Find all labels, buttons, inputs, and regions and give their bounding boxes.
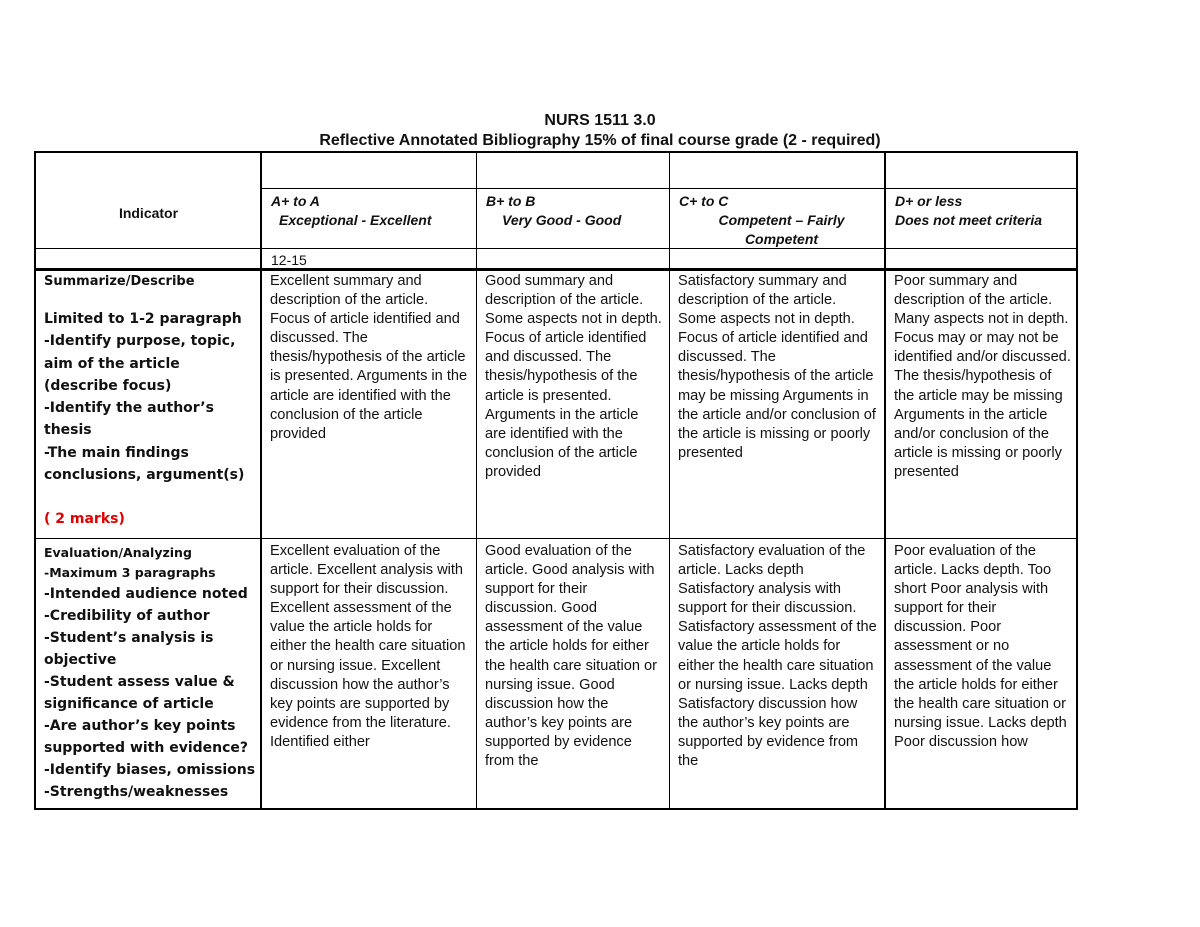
grade-description: Exceptional - Excellent — [279, 212, 432, 228]
grade-header-c — [670, 189, 884, 248]
summarize-cell-a: Excellent summary and description of the article. Focus of article identified and discussed. The thesis/hypothesis of the article is presented. Arguments in the article are identified with the conclusion of the article provided — [270, 273, 468, 442]
grade-range-d — [886, 249, 1076, 268]
grade-range-a: 12-15 — [271, 252, 307, 268]
criterion-heading: Evaluation/Analyzing — [44, 545, 192, 560]
summarize-cell-b: Good summary and description of the article. Some aspects not in depth. Focus of article identified and discussed. The thesis/hypothesis of the article is presented. Arguments in the article are identified with the conclusion of the article provided — [485, 273, 662, 480]
grade-label: A+ to A — [271, 193, 320, 209]
grade-label: B+ to B — [486, 193, 536, 209]
criterion-marks: ( 2 marks) — [44, 511, 125, 528]
grade-header-d — [886, 189, 1076, 248]
criterion-item: -Intended audience noted — [44, 586, 248, 602]
grade-label: D+ or less — [895, 193, 963, 209]
grade-header-b — [477, 189, 669, 248]
evaluation-cell-b: Good evaluation of the article. Good analysis with support for their discussion. Good assessment of the value the article holds for either the health care situation or nursing issue. Good discussion how the author’s key points are supported by evidence from the — [485, 543, 657, 770]
grade-label: C+ to C — [679, 193, 729, 209]
spacer — [44, 292, 256, 308]
criterion-item: -Student’s analysis is objective — [44, 630, 214, 668]
criterion-summarize — [36, 271, 260, 538]
grade-description: Does not meet criteria — [895, 212, 1043, 228]
summarize-cell-d: Poor summary and description of the article. Many aspects not in depth. Focus may or may not be identified and/or discussed. The thesis/hypothesis of the article may be missing Arguments in the article and/or conclusion of the article is missing or poorly presented — [894, 273, 1071, 480]
criterion-item: -Strengths/weaknesses — [44, 784, 229, 800]
criterion-item: -Credibility of author — [44, 608, 210, 624]
course-code: NURS 1511 3.0 — [544, 112, 656, 129]
rubric-table — [34, 151, 1078, 810]
grade-range-b — [477, 249, 669, 268]
criterion-item: -Are author’s key points supported with evidence? — [44, 718, 249, 756]
criterion-item: Limited to 1-2 paragraph — [44, 311, 242, 327]
criterion-item: -Identify biases, omissions — [44, 762, 256, 778]
criterion-item: -Identify purpose, topic, aim of the article (describe focus) — [44, 333, 236, 394]
criterion-subheading: -Maximum 3 paragraphs — [44, 565, 216, 580]
indicator-header: Indicator — [118, 205, 179, 221]
grade-description: Competent – Fairly Competent — [718, 212, 845, 247]
evaluation-cell-d: Poor evaluation of the article. Lacks depth. Too short Poor analysis with support for their discussion. Poor assessment or no assessment of the value the article holds for either the health care situation or nursing issue. Lacks depth Poor discussion how — [894, 543, 1067, 750]
row-divider — [36, 538, 1076, 539]
grade-description: Very Good - Good — [502, 212, 622, 228]
grade-range-c — [670, 249, 884, 268]
criterion-evaluation — [36, 541, 260, 810]
evaluation-cell-c: Satisfactory evaluation of the article. Lacks depth Satisfactory analysis with support for their discussion. Satisfactory assessment of the value the article holds for either the health care situation or nursing issue. Lacks depth Satisfactory discussion how the author’s key points are supported by evidence from the — [678, 543, 877, 770]
spacer — [44, 486, 256, 508]
criterion-heading: Summarize/Describe — [44, 274, 195, 289]
criterion-item: -The main findings conclusions, argument(s) — [44, 444, 245, 484]
grade-header-a — [262, 189, 476, 248]
criterion-item: -Student assess value & significance of article — [44, 674, 235, 712]
assignment-title: Reflective Annotated Bibliography 15% of final course grade (2 - required) — [319, 132, 881, 149]
evaluation-cell-a: Excellent evaluation of the article. Excellent analysis with support for their discussion. Excellent assessment of the value the article holds for either the health care situation or nursing issue. Excellent discussion how the author’s key points are supported by evidence from the literature. Identified either — [270, 543, 466, 750]
summarize-cell-c: Satisfactory summary and description of the article. Some aspects not in depth. Focus of article identified and discussed. The thesis/hypothesis of the article may be missing Arguments in the article and/or conclusion of the article is missing or poorly presented — [678, 273, 876, 461]
criterion-item: -Identify the author’s thesis — [44, 400, 214, 439]
